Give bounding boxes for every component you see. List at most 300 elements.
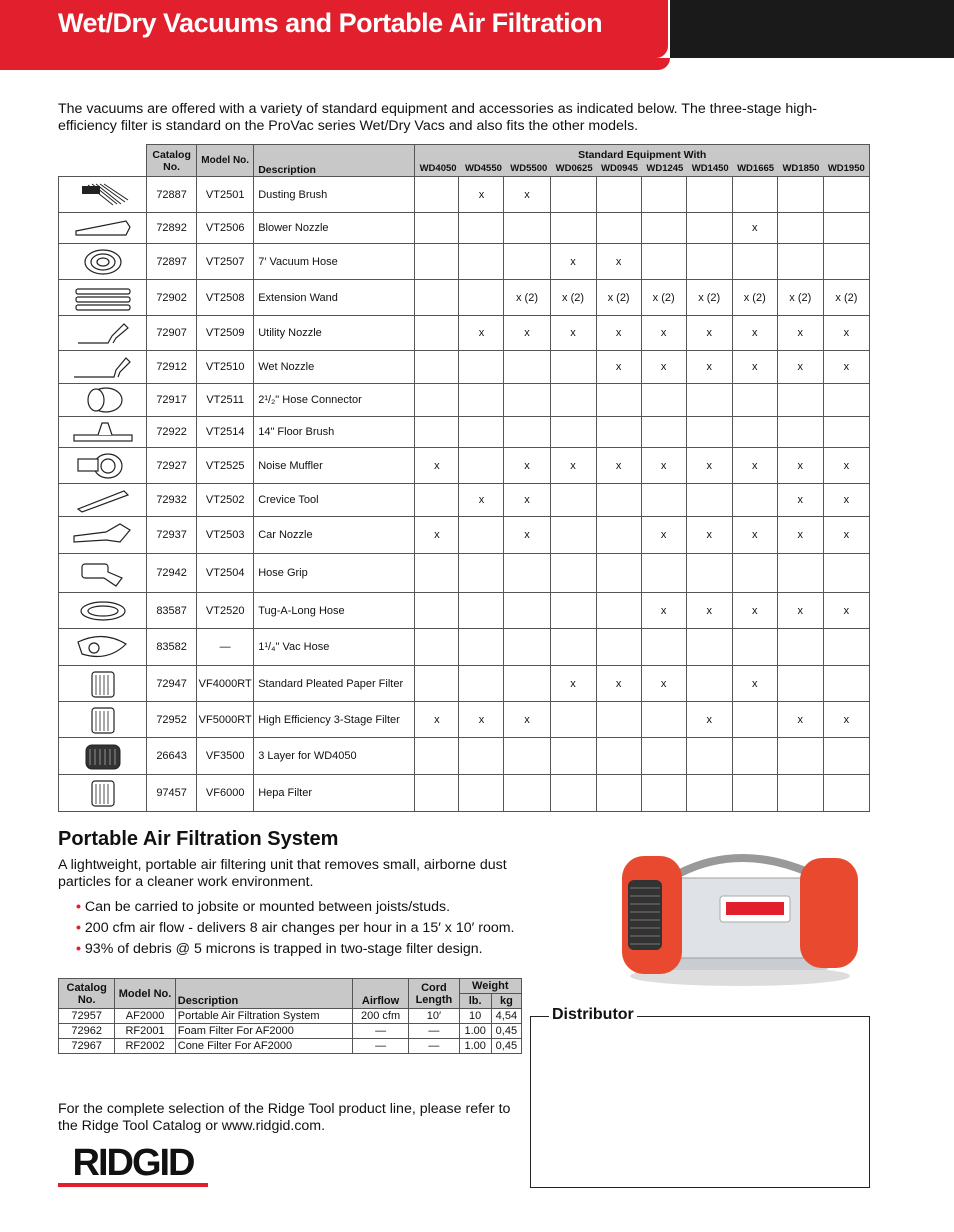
car-nozzle-icon [68, 520, 138, 550]
equipment-mark-cell [596, 738, 641, 775]
air-filtration-unit-icon [610, 838, 870, 988]
equipment-mark-cell: x [686, 316, 732, 351]
equipment-mark-cell [550, 629, 596, 666]
equipment-mark-cell [550, 351, 596, 384]
model-cell: VT2502 [197, 484, 254, 517]
product-image [59, 213, 147, 244]
equipment-mark-cell: x [823, 702, 869, 738]
equipment-mark-cell: x [823, 484, 869, 517]
af-kg-cell: 4,54 [491, 1009, 521, 1024]
header-black-bar [670, 0, 954, 58]
ridgid-logo [58, 1141, 208, 1189]
equipment-mark-cell: x [732, 213, 777, 244]
equipment-mark-cell: x [459, 484, 504, 517]
equipment-mark-cell: x [550, 448, 596, 484]
catalog-cell: 72887 [147, 177, 197, 213]
equipment-mark-cell [415, 554, 459, 593]
equipment-mark-cell: x [732, 517, 777, 554]
equipment-mark-cell [415, 351, 459, 384]
equipment-mark-cell [459, 629, 504, 666]
equipment-mark-cell [777, 738, 823, 775]
equipment-mark-cell [459, 351, 504, 384]
equipment-mark-cell [550, 738, 596, 775]
catalog-cell: 83587 [147, 593, 197, 629]
af-lb-cell: 10 [459, 1009, 491, 1024]
description-cell: 3 Layer for WD4050 [254, 738, 415, 775]
equipment-mark-cell [686, 775, 732, 812]
page-title: Wet/Dry Vacuums and Portable Air Filtration [58, 8, 603, 38]
equipment-mark-cell: x [686, 593, 732, 629]
equipment-mark-cell: x [641, 448, 686, 484]
equipment-mark-cell [504, 554, 550, 593]
af-weight-header: Weight [459, 979, 521, 994]
equipment-mark-cell: x [823, 316, 869, 351]
equipment-mark-cell [504, 213, 550, 244]
model-cell: — [197, 629, 254, 666]
equipment-mark-cell [732, 738, 777, 775]
equipment-mark-cell [459, 417, 504, 448]
equipment-mark-cell [459, 213, 504, 244]
equipment-mark-cell [641, 738, 686, 775]
equipment-mark-cell [504, 593, 550, 629]
equipment-mark-cell [732, 629, 777, 666]
af-airflow-cell: — [352, 1024, 408, 1039]
equipment-mark-cell [459, 517, 504, 554]
equipment-mark-cell [823, 177, 869, 213]
equipment-mark-cell: x [596, 351, 641, 384]
equipment-mark-cell [823, 244, 869, 280]
equipment-mark-cell [459, 666, 504, 702]
equipment-mark-cell: x [777, 448, 823, 484]
equipment-mark-cell [777, 244, 823, 280]
catalog-cell: 72897 [147, 244, 197, 280]
equipment-mark-cell [686, 244, 732, 280]
equipment-mark-cell [732, 775, 777, 812]
product-image [59, 384, 147, 417]
equipment-mark-cell: x [641, 316, 686, 351]
equipment-mark-cell [459, 384, 504, 417]
equipment-mark-cell [732, 417, 777, 448]
af-catalog-cell: 72967 [59, 1039, 115, 1054]
product-image [59, 351, 147, 384]
product-image [59, 244, 147, 280]
table-row [59, 177, 870, 213]
catalog-header: Catalog No. [147, 145, 197, 177]
equipment-mark-cell: x (2) [504, 280, 550, 316]
description-cell: Hose Grip [254, 554, 415, 593]
equipment-mark-cell [415, 213, 459, 244]
equipment-mark-cell: x [596, 244, 641, 280]
table-row [59, 666, 870, 702]
equipment-mark-cell: x [777, 316, 823, 351]
product-image [59, 177, 147, 213]
table-row [59, 629, 870, 666]
equipment-mark-cell [686, 417, 732, 448]
description-cell: Noise Muffler [254, 448, 415, 484]
product-image [59, 417, 147, 448]
equipment-mark-cell [550, 593, 596, 629]
model-cell: VF3500 [197, 738, 254, 775]
af-kg-cell: 0,45 [491, 1039, 521, 1054]
af-airflow-cell: — [352, 1039, 408, 1054]
model-cell: VT2510 [197, 351, 254, 384]
catalog-cell: 72937 [147, 517, 197, 554]
equipment-mark-cell [415, 629, 459, 666]
equipment-mark-cell: x [415, 702, 459, 738]
equipment-mark-cell [823, 738, 869, 775]
equipment-mark-cell [550, 384, 596, 417]
equipment-mark-cell: x [641, 517, 686, 554]
noise-muffler-icon [68, 451, 138, 481]
equipment-mark-cell [459, 554, 504, 593]
equipment-mark-cell: x [550, 316, 596, 351]
equipment-mark-cell [641, 244, 686, 280]
equipment-mark-cell [596, 517, 641, 554]
catalog-cell: 26643 [147, 738, 197, 775]
model-column-header: WD4050 [419, 162, 457, 174]
description-cell: Standard Pleated Paper Filter [254, 666, 415, 702]
equipment-mark-cell: x [777, 351, 823, 384]
model-column-header: WD1450 [691, 162, 729, 174]
equipment-mark-cell [596, 554, 641, 593]
equipment-mark-cell [459, 244, 504, 280]
equipment-mark-cell [459, 448, 504, 484]
catalog-cell: 83582 [147, 629, 197, 666]
catalog-cell: 72942 [147, 554, 197, 593]
description-cell: Hepa Filter [254, 775, 415, 812]
af-desc-cell: Portable Air Filtration System [175, 1009, 352, 1024]
table-row [59, 702, 870, 738]
equipment-mark-cell: x [504, 517, 550, 554]
equipment-mark-cell [596, 702, 641, 738]
equipment-mark-cell: x (2) [686, 280, 732, 316]
air-filtration-description: A lightweight, portable air filtering unit that removes small, airborne dust particles for a cleaner work environment. [58, 857, 507, 890]
catalog-cell: 72922 [147, 417, 197, 448]
product-image [59, 316, 147, 351]
equipment-mark-cell [732, 244, 777, 280]
equipment-mark-cell [504, 738, 550, 775]
equipment-mark-cell: x [550, 666, 596, 702]
equipment-mark-cell [596, 484, 641, 517]
equipment-mark-cell [504, 244, 550, 280]
description-cell: Extension Wand [254, 280, 415, 316]
description-cell: Dusting Brush [254, 177, 415, 213]
description-cell: High Efficiency 3-Stage Filter [254, 702, 415, 738]
af-cord-cell: — [409, 1024, 459, 1039]
equipment-mark-cell [596, 629, 641, 666]
bullet-item: • Can be carried to jobsite or mounted between joists/studs. [76, 897, 515, 918]
equipment-mark-cell [550, 177, 596, 213]
catalog-cell: 72952 [147, 702, 197, 738]
model-column-header: WD0945 [601, 162, 638, 174]
af-catalog-cell: 72957 [59, 1009, 115, 1024]
equipment-mark-cell [641, 554, 686, 593]
equipment-mark-cell [550, 213, 596, 244]
equipment-mark-cell [415, 244, 459, 280]
hose-connector-icon [68, 385, 138, 415]
equipment-mark-cell: x [777, 593, 823, 629]
description-cell: 2¹/₂" Hose Connector [254, 384, 415, 417]
equipment-mark-cell: x [504, 448, 550, 484]
equipment-mark-cell [459, 593, 504, 629]
equipment-mark-cell [641, 177, 686, 213]
equipment-mark-cell [686, 177, 732, 213]
equipment-mark-cell: x (2) [641, 280, 686, 316]
vac-hose-icon [68, 632, 138, 662]
equipment-mark-cell [641, 629, 686, 666]
extension-wand-icon [68, 283, 138, 313]
floor-brush-icon [68, 417, 138, 447]
wet-nozzle-icon [68, 352, 138, 382]
equipment-mark-cell: x [732, 316, 777, 351]
equipment-mark-cell [641, 702, 686, 738]
af-cord-header: Cord Length [409, 979, 459, 1009]
equipment-mark-cell: x [596, 448, 641, 484]
af-desc-cell: Foam Filter For AF2000 [175, 1024, 352, 1039]
af-kg-cell: 0,45 [491, 1024, 521, 1039]
equipment-mark-cell [550, 417, 596, 448]
equipment-mark-cell [777, 775, 823, 812]
equipment-mark-cell [596, 213, 641, 244]
equipment-mark-cell [504, 417, 550, 448]
pleated-filter-icon [68, 669, 138, 699]
equipment-mark-cell: x [823, 448, 869, 484]
equipment-mark-cell [641, 213, 686, 244]
table-row [59, 280, 870, 316]
equipment-mark-cell: x [459, 177, 504, 213]
description-cell: 14" Floor Brush [254, 417, 415, 448]
distributor-label: Distributor [549, 1006, 637, 1024]
table-row [59, 351, 870, 384]
model-cell: VT2525 [197, 448, 254, 484]
equipment-mark-cell [459, 775, 504, 812]
equipment-mark-cell: x [686, 702, 732, 738]
equipment-mark-cell [415, 775, 459, 812]
equipment-mark-cell [686, 384, 732, 417]
af-cord-cell: — [409, 1039, 459, 1054]
equipment-mark-cell [415, 280, 459, 316]
product-image [59, 554, 147, 593]
equipment-mark-cell [641, 384, 686, 417]
af-desc-cell: Cone Filter For AF2000 [175, 1039, 352, 1054]
af-airflow-cell: 200 cfm [352, 1009, 408, 1024]
table-row [59, 775, 870, 812]
equipment-mark-cell [777, 384, 823, 417]
equipment-mark-cell: x (2) [732, 280, 777, 316]
equipment-mark-cell [641, 417, 686, 448]
equipment-mark-cell: x [732, 666, 777, 702]
catalog-cell: 72947 [147, 666, 197, 702]
equipment-mark-cell: x [777, 702, 823, 738]
equipment-mark-cell [504, 775, 550, 812]
description-cell: Blower Nozzle [254, 213, 415, 244]
equipment-mark-cell [686, 484, 732, 517]
model-header-row [415, 161, 869, 175]
af-lb-cell: 1.00 [459, 1024, 491, 1039]
equipment-mark-cell: x [641, 351, 686, 384]
description-cell: 7′ Vacuum Hose [254, 244, 415, 280]
model-cell: VT2506 [197, 213, 254, 244]
equipment-mark-cell [550, 775, 596, 812]
equipment-mark-cell: x [641, 593, 686, 629]
equipment-mark-cell [777, 213, 823, 244]
air-filtration-body [59, 1009, 522, 1054]
description-cell: Crevice Tool [254, 484, 415, 517]
equipment-mark-cell [415, 417, 459, 448]
equipment-mark-cell [777, 666, 823, 702]
hepa-filter-icon [68, 778, 138, 808]
table-row [59, 448, 870, 484]
equipment-mark-cell [596, 384, 641, 417]
table-row [59, 517, 870, 554]
equipment-mark-cell [686, 629, 732, 666]
equipment-mark-cell [641, 775, 686, 812]
equipment-mark-cell [823, 213, 869, 244]
equipment-mark-cell [686, 738, 732, 775]
equipment-mark-cell: x (2) [823, 280, 869, 316]
model-cell: VF5000RT [197, 702, 254, 738]
equipment-mark-cell: x [823, 351, 869, 384]
description-cell: 1¹/₄" Vac Hose [254, 629, 415, 666]
af-model-cell: RF2002 [115, 1039, 175, 1054]
equipment-mark-cell: x [504, 702, 550, 738]
table-row [59, 213, 870, 244]
equipment-mark-cell [415, 384, 459, 417]
table-row [59, 244, 870, 280]
equipment-mark-cell [732, 384, 777, 417]
equipment-mark-cell [823, 775, 869, 812]
af-cord-cell: 10′ [409, 1009, 459, 1024]
header-red-strip [0, 58, 670, 70]
equipment-mark-cell: x [777, 484, 823, 517]
model-column-header: WD0625 [555, 162, 593, 174]
equipment-mark-cell: x [459, 316, 504, 351]
equipment-mark-cell [686, 666, 732, 702]
model-cell: VT2511 [197, 384, 254, 417]
equipment-mark-cell [550, 554, 596, 593]
distributor-box [530, 1016, 870, 1188]
equipment-mark-cell: x [415, 448, 459, 484]
equipment-table [58, 144, 870, 812]
tug-a-long-hose-icon [68, 596, 138, 626]
equipment-mark-cell: x [504, 484, 550, 517]
equipment-mark-cell [415, 738, 459, 775]
equipment-mark-cell [550, 517, 596, 554]
table-row [59, 593, 870, 629]
equipment-mark-cell: x (2) [596, 280, 641, 316]
equipment-mark-cell: x [732, 351, 777, 384]
logo-text: RIDGID [72, 1142, 194, 1184]
footer-note: For the complete selection of the Ridge Tool product line, please refer to the Ridge Tool Catalog or www.ridgid.com. [58, 1101, 511, 1134]
product-image [59, 280, 147, 316]
equipment-mark-cell [823, 666, 869, 702]
catalog-cell: 72917 [147, 384, 197, 417]
three-stage-filter-icon [68, 705, 138, 735]
equipment-mark-cell: x [504, 177, 550, 213]
product-image [59, 738, 147, 775]
bullet-item: • 200 cfm air flow - delivers 8 air changes per hour in a 15′ x 10′ room. [76, 918, 515, 939]
air-filtration-title: Portable Air Filtration System [58, 828, 339, 850]
equipment-mark-cell: x (2) [777, 280, 823, 316]
model-column-header: WD4550 [464, 162, 502, 174]
model-cell: VT2504 [197, 554, 254, 593]
af-airflow-header: Airflow [352, 979, 408, 1009]
equipment-mark-cell [415, 484, 459, 517]
product-image [59, 629, 147, 666]
equipment-mark-cell: x [415, 517, 459, 554]
equipment-mark-cell [823, 554, 869, 593]
equipment-mark-cell [777, 629, 823, 666]
layer-filter-icon [68, 741, 138, 771]
equipment-mark-cell: x [459, 702, 504, 738]
af-kg-header: kg [491, 994, 521, 1009]
product-image [59, 702, 147, 738]
equipment-mark-cell [504, 351, 550, 384]
crevice-tool-icon [68, 485, 138, 515]
equipment-mark-cell [641, 484, 686, 517]
equipment-mark-cell: x [641, 666, 686, 702]
catalog-cell: 72902 [147, 280, 197, 316]
table-row [59, 1039, 522, 1054]
product-image [59, 484, 147, 517]
catalog-cell: 72912 [147, 351, 197, 384]
vacuum-hose-icon [68, 247, 138, 277]
equipment-mark-cell [415, 593, 459, 629]
af-model-cell: RF2001 [115, 1024, 175, 1039]
model-cell: VF4000RT [197, 666, 254, 702]
equipment-mark-cell [415, 666, 459, 702]
model-cell: VT2514 [197, 417, 254, 448]
equipment-mark-cell: x [732, 448, 777, 484]
model-column-header: WD1665 [737, 162, 775, 174]
equipment-mark-cell: x [686, 448, 732, 484]
equipment-mark-cell [732, 177, 777, 213]
model-cell: VT2503 [197, 517, 254, 554]
equipment-mark-cell [596, 417, 641, 448]
equipment-mark-cell: x (2) [550, 280, 596, 316]
model-cell: VT2509 [197, 316, 254, 351]
catalog-cell: 97457 [147, 775, 197, 812]
equipment-mark-cell: x [823, 593, 869, 629]
product-image [59, 666, 147, 702]
description-cell: Utility Nozzle [254, 316, 415, 351]
table-row [59, 1024, 522, 1039]
equipment-mark-cell [504, 666, 550, 702]
model-header: Model No. [197, 145, 254, 177]
table-row [59, 316, 870, 351]
air-filtration-table [58, 978, 522, 1054]
utility-nozzle-icon [68, 318, 138, 348]
model-cell: VT2507 [197, 244, 254, 280]
model-cell: VF6000 [197, 775, 254, 812]
catalog-cell: 72892 [147, 213, 197, 244]
equipment-mark-cell: x [596, 666, 641, 702]
equipment-mark-cell: x [504, 316, 550, 351]
equipment-mark-cell [596, 775, 641, 812]
equipment-mark-cell [823, 629, 869, 666]
description-cell: Wet Nozzle [254, 351, 415, 384]
header-banner [0, 0, 954, 70]
table-row [59, 417, 870, 448]
bullet-item: • 93% of debris @ 5 microns is trapped in two-stage filter design. [76, 939, 515, 960]
air-filtration-bullets [76, 897, 515, 960]
table-row [59, 1009, 522, 1024]
af-lb-header: lb. [459, 994, 491, 1009]
af-model-cell: AF2000 [115, 1009, 175, 1024]
equipment-mark-cell: x [596, 316, 641, 351]
model-column-header: WD5500 [510, 162, 548, 174]
equipment-mark-cell [777, 417, 823, 448]
